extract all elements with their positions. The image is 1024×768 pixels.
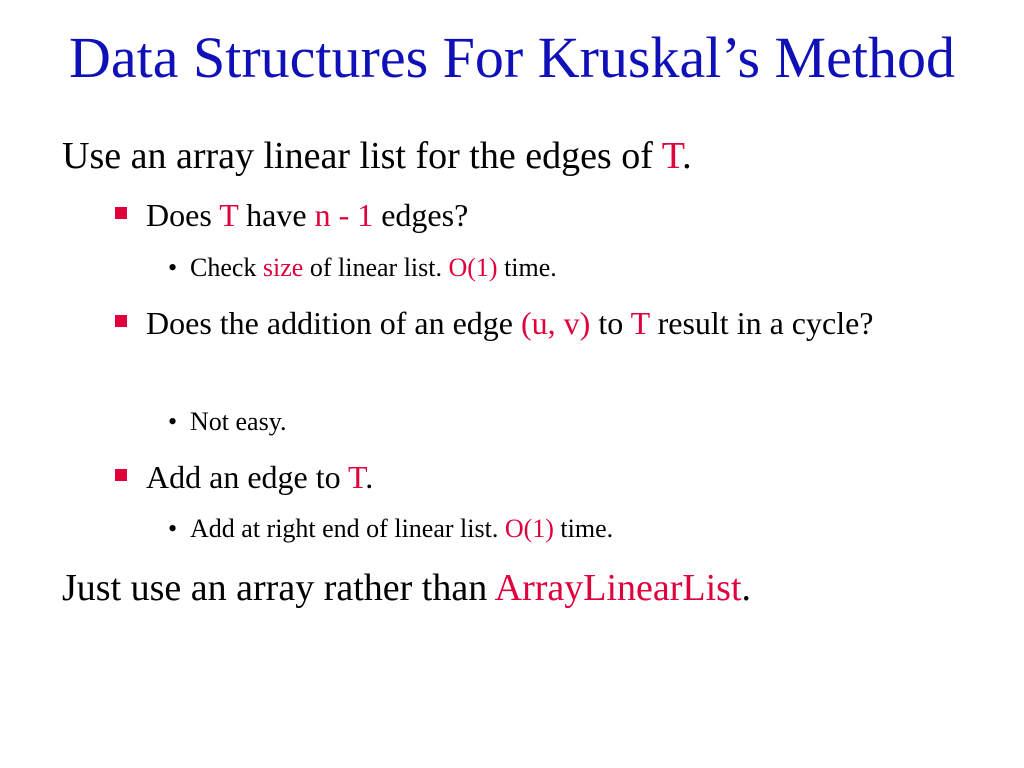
level3-item-not-easy [168,406,287,438]
text-segment: to [590,305,631,341]
text-segment: have [238,197,315,233]
dot-bullet-icon: • [168,253,178,282]
emphasis-arraylinearlist: ArrayLinearList [494,567,742,609]
square-bullet-icon [115,469,127,481]
level1-line-just-use-array [62,566,751,610]
text-segment: edges? [373,197,469,233]
text-segment: Just use an array rather than [62,567,495,609]
text-segment: Use an array linear list for the edges of [62,135,662,177]
level3-item-add-at-right-end [168,513,613,545]
item-text [146,192,975,238]
level2-item-n-minus-1-edges [115,192,975,238]
level1-line-edges-of-t [62,134,692,178]
text-segment: result in a cycle? [649,305,874,341]
text-segment: of linear list. [303,253,449,282]
emphasis-edge-uv: (u, v) [521,305,591,341]
emphasis-t: T [661,135,683,177]
square-bullet-icon [115,315,127,327]
text-segment: . [365,459,374,495]
level2-item-cycle-check [115,300,975,346]
text-segment: Does the addition of an edge [146,305,521,341]
text-segment: time. [497,253,557,282]
dot-bullet-icon: • [168,407,178,436]
emphasis-t: T [348,459,366,495]
text-segment: Add an edge to [146,459,349,495]
text-segment: time. [553,514,614,543]
text-segment: Add at right end of linear list. [190,514,505,543]
text-segment: Check [190,253,263,282]
text-segment: Does [146,197,220,233]
emphasis-size: size [262,253,304,282]
emphasis-o1: O(1) [504,514,554,543]
text-segment: . [741,567,752,609]
slide-title: Data Structures For Kruskal’s Method [69,25,955,90]
item-text [146,454,975,500]
level2-item-add-edge [115,454,975,500]
dot-bullet-icon: • [168,514,178,543]
emphasis-o1: O(1) [448,253,498,282]
emphasis-t: T [630,305,650,341]
text-segment: . [682,135,692,177]
emphasis-t: T [219,197,239,233]
text-segment: Not easy. [190,407,287,436]
emphasis-n-minus-1: n - 1 [314,197,374,233]
level3-item-check-size [168,252,557,284]
item-text [146,300,975,346]
square-bullet-icon [115,207,127,219]
